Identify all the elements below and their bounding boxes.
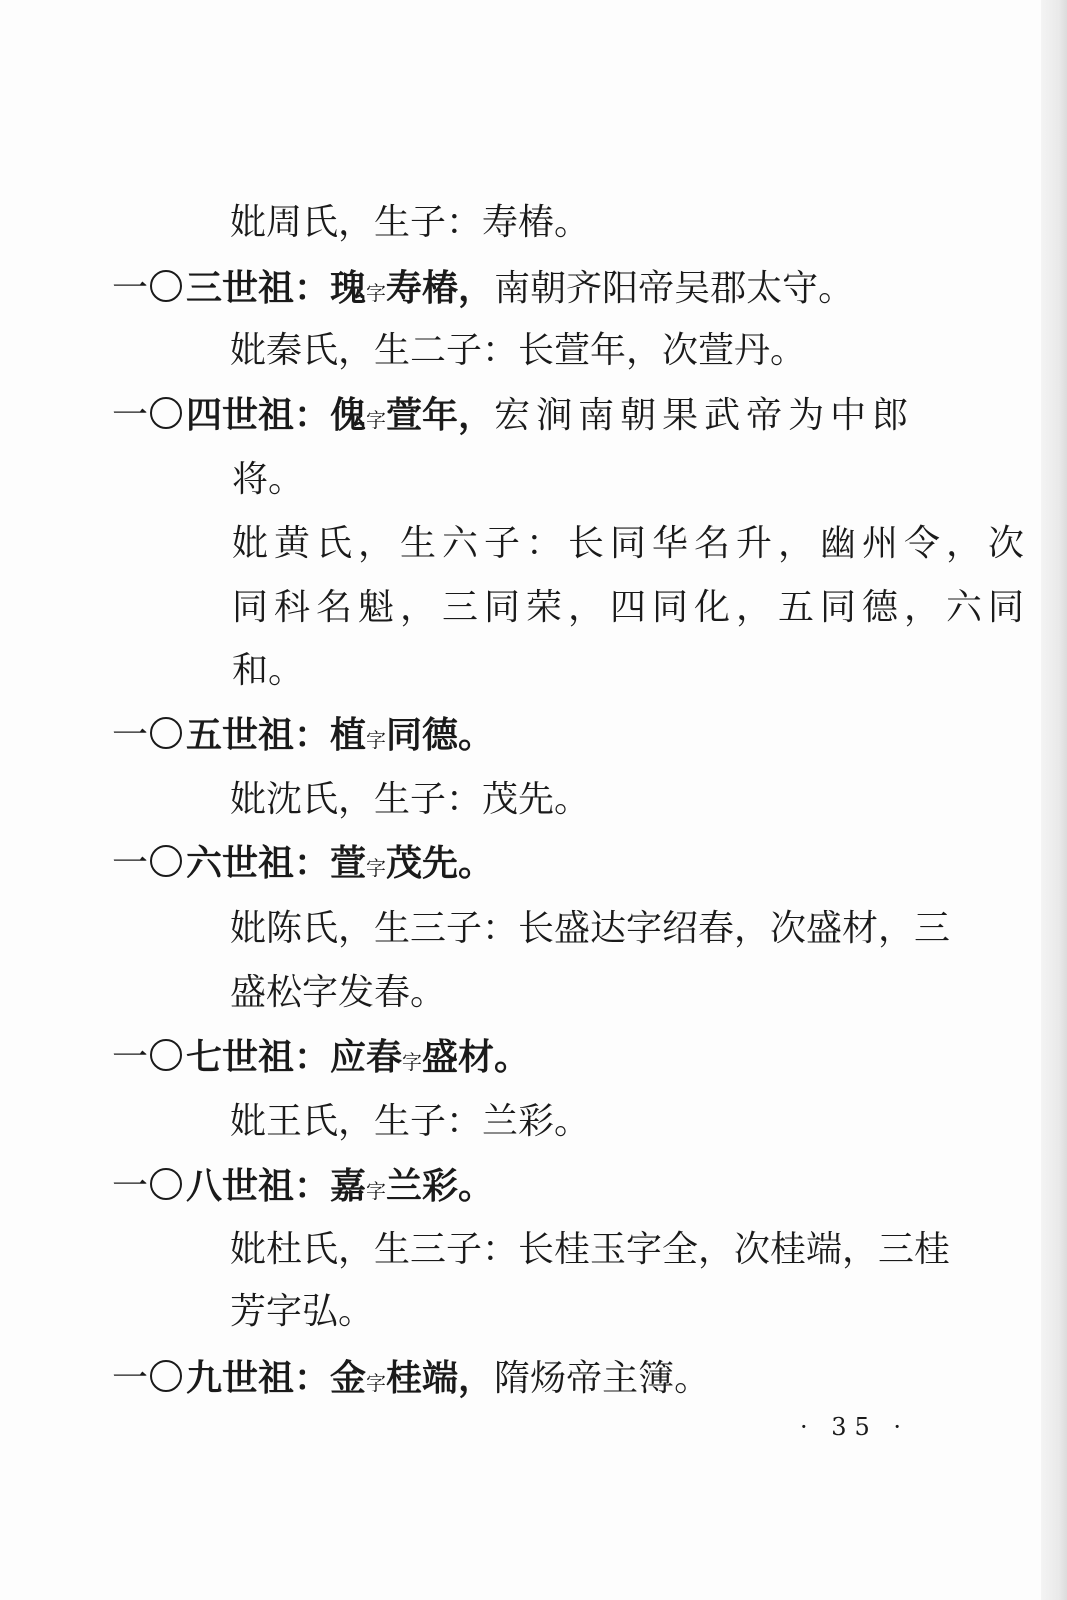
text-line: 妣黄氏，生六子：长同华名升，幽州令，次	[232, 523, 1031, 564]
circle-zero-icon	[150, 717, 182, 749]
ancestor-name: 金	[330, 1358, 367, 1399]
text-line: 妣沈氏，生子：茂先。	[230, 779, 591, 820]
entry-prefix: 一	[112, 1166, 149, 1207]
page-edge	[1041, 0, 1067, 1600]
circle-zero-icon	[150, 1039, 182, 1071]
ancestor-name: 傀	[330, 395, 367, 436]
genealogy-entry-107	[112, 1039, 530, 1076]
ancestor-name: 应春	[330, 1037, 403, 1078]
circle-zero-icon	[150, 1360, 182, 1392]
genealogy-entry-106	[112, 845, 494, 882]
entry-prefix: 一	[112, 268, 149, 309]
entry-description: 隋炀帝主簿。	[494, 1358, 711, 1399]
genealogy-entry-105	[112, 717, 494, 754]
circle-zero-icon	[150, 270, 182, 302]
zi-marker: 字	[366, 1371, 387, 1395]
generation-label: 三世祖：	[186, 268, 331, 309]
ancestor-name: 植	[330, 715, 367, 756]
text-line: 妣周氏，生子：寿椿。	[230, 202, 591, 243]
genealogy-entry-109	[112, 1360, 710, 1397]
genealogy-entry-103	[112, 270, 854, 307]
zi-marker: 字	[366, 281, 387, 305]
genealogy-entry-104	[112, 397, 914, 434]
entry-prefix: 一	[112, 1358, 149, 1399]
courtesy-name: 寿椿，	[386, 268, 495, 309]
entry-prefix: 一	[112, 715, 149, 756]
courtesy-name: 桂端，	[386, 1358, 495, 1399]
generation-label: 八世祖：	[186, 1166, 331, 1207]
generation-label: 七世祖：	[186, 1037, 331, 1078]
generation-label: 四世祖：	[186, 395, 331, 436]
circle-zero-icon	[150, 1168, 182, 1200]
text-line: 妣杜氏，生三子：长桂玉字全，次桂端，三桂	[230, 1229, 951, 1270]
ancestor-name: 萱	[330, 843, 367, 884]
text-line: 芳字弘。	[230, 1291, 375, 1332]
ancestor-name: 瑰	[330, 268, 367, 309]
generation-label: 五世祖：	[186, 715, 331, 756]
genealogy-entry-108	[112, 1168, 494, 1205]
circle-zero-icon	[150, 845, 182, 877]
ancestor-name: 嘉	[330, 1166, 367, 1207]
courtesy-name: 茂先。	[386, 843, 495, 884]
entry-prefix: 一	[112, 1037, 149, 1078]
generation-label: 九世祖：	[186, 1358, 331, 1399]
zi-marker: 字	[366, 856, 387, 880]
text-line: 妣秦氏，生二子：长萱年，次萱丹。	[230, 330, 807, 371]
circle-zero-icon	[150, 397, 182, 429]
zi-marker: 字	[366, 408, 387, 432]
zi-marker: 字	[366, 1179, 387, 1203]
entry-prefix: 一	[112, 843, 149, 884]
text-line: 和。	[232, 650, 305, 691]
text-line: 妣陈氏，生三子：长盛达字绍春，次盛材，三	[230, 908, 951, 949]
zi-marker: 字	[402, 1050, 423, 1074]
zi-marker: 字	[366, 728, 387, 752]
text-line: 妣王氏，生子：兰彩。	[230, 1101, 591, 1142]
courtesy-name: 盛材。	[422, 1037, 531, 1078]
generation-label: 六世祖：	[186, 843, 331, 884]
text-line: 将。	[232, 459, 305, 500]
entry-prefix: 一	[112, 395, 149, 436]
text-line: 同科名魁，三同荣，四同化，五同德，六同	[232, 587, 1031, 628]
page-number: · 35 ·	[800, 1413, 910, 1441]
entry-description: 南朝齐阳帝吴郡太守。	[494, 268, 855, 309]
entry-description: 宏涧南朝果武帝为中郎	[494, 395, 915, 436]
text-line: 盛松字发春。	[230, 972, 447, 1013]
courtesy-name: 同德。	[386, 715, 495, 756]
courtesy-name: 萱年，	[386, 395, 495, 436]
courtesy-name: 兰彩。	[386, 1166, 495, 1207]
